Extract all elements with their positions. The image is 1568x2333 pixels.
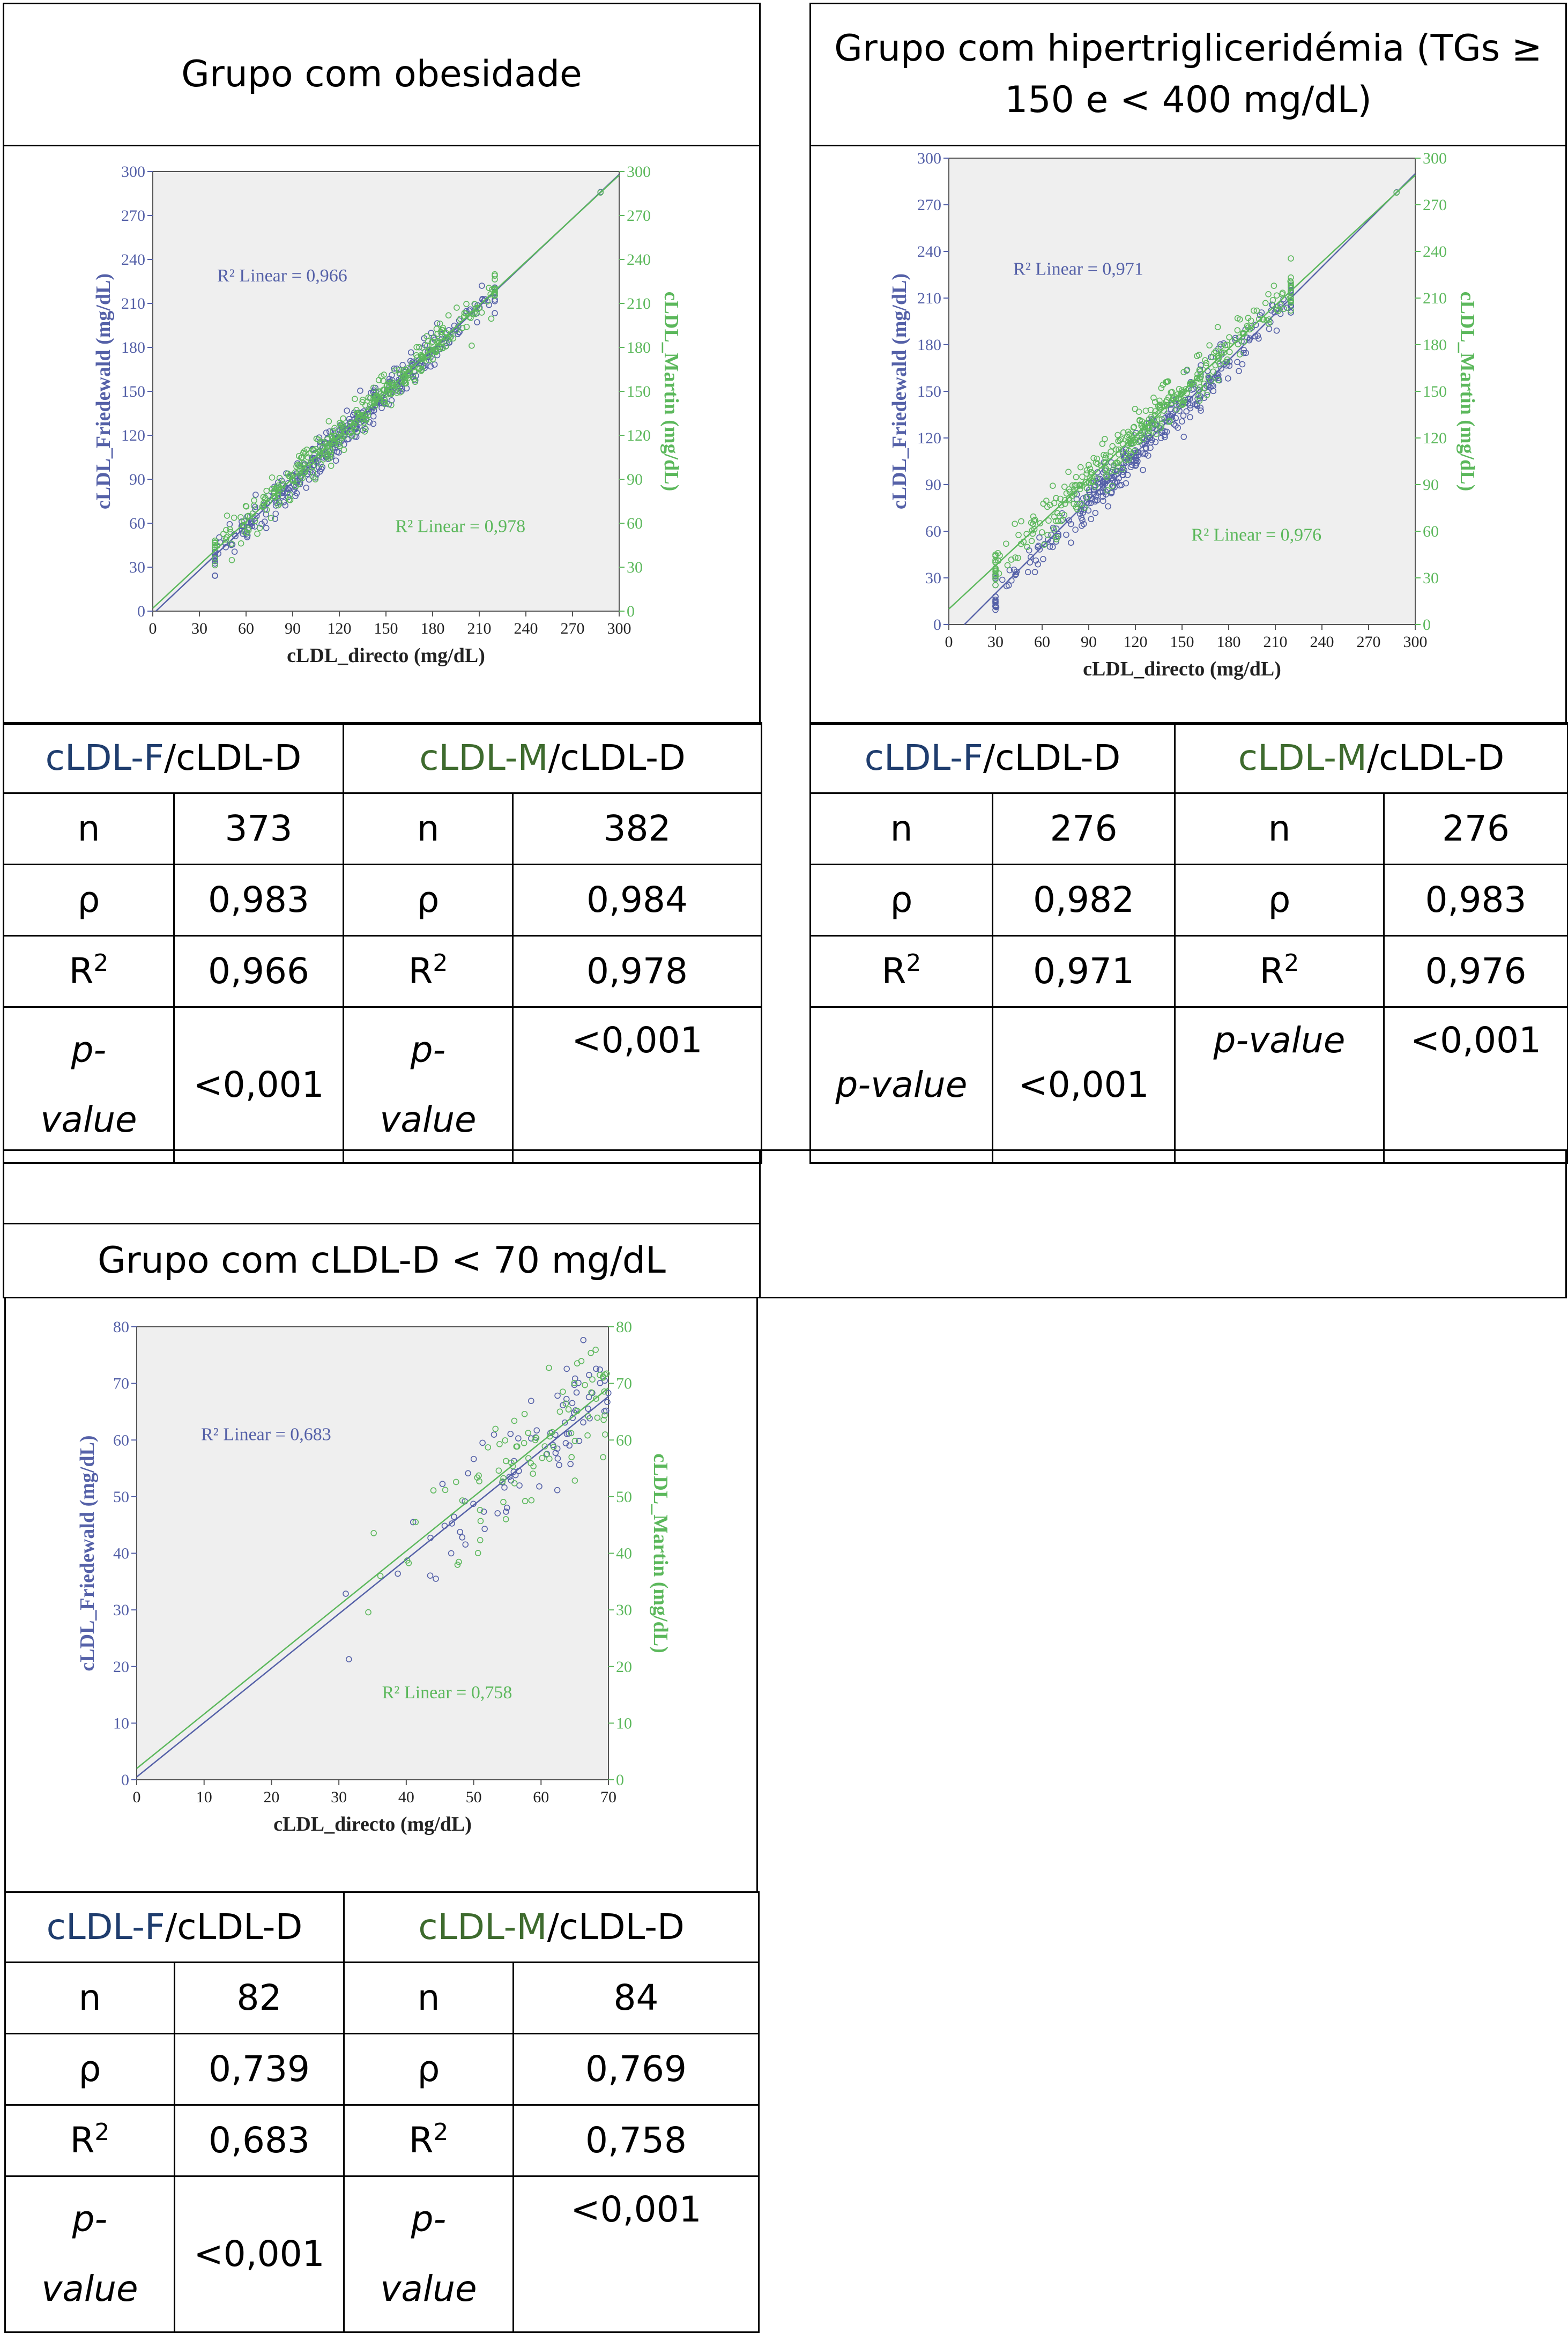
panel3-r2-label-f: $R^2$ (5, 2105, 175, 2176)
panel1-rho-value-f: 0,983 (174, 865, 344, 936)
y-right-tick-label: 270 (627, 207, 651, 225)
y-left-tick-label: 70 (113, 1374, 129, 1393)
panel3-n-value-f: 82 (175, 1963, 344, 2034)
panel3-pvalue-value-f: <0,001 (175, 2176, 344, 2332)
panel1-stats-table (3, 722, 762, 1164)
panel3-header-f: cLDL-F/cLDL-D (5, 1892, 344, 1963)
r2-annotation-friedewald: R² Linear = 0,971 (1013, 259, 1143, 279)
y-right-tick-label: 30 (1423, 569, 1439, 587)
y-left-axis-label: cLDL_Friedewald (mg/dL) (92, 273, 115, 510)
y-left-tick-label: 180 (121, 339, 145, 356)
y-right-tick-label: 30 (627, 559, 643, 576)
y-left-tick-label: 180 (917, 336, 941, 354)
y-right-tick-label: 180 (627, 339, 651, 356)
x-tick-label: 0 (132, 1788, 141, 1806)
x-tick-label: 20 (263, 1788, 280, 1806)
spacer-cell-right (759, 1149, 1567, 1298)
y-right-tick-label: 150 (1423, 383, 1447, 400)
panel3-r2-label-m: $R^2$ (344, 2105, 514, 2176)
panel2-r2-label-m: $R^2$ (1175, 936, 1384, 1007)
panel2-scatter-plot (879, 147, 1496, 689)
panel1-rho-value-m: 0,984 (513, 865, 762, 936)
x-axis-label: cLDL_directo (mg/dL) (273, 1813, 472, 1836)
y-right-tick-label: 120 (1423, 429, 1447, 447)
y-right-tick-label: 20 (616, 1658, 632, 1676)
panel2-n-label-f: n (811, 793, 993, 865)
y-right-tick-label: 0 (1423, 616, 1431, 634)
x-tick-label: 270 (1356, 633, 1381, 651)
y-right-tick-label: 70 (616, 1374, 632, 1393)
panel2-r2-value-m: 0,976 (1384, 936, 1568, 1007)
panel2-pvalue-label-f: p-value (811, 1007, 993, 1163)
panel2-rho-label-m: ρ (1175, 865, 1384, 936)
y-right-tick-label: 180 (1423, 336, 1447, 354)
x-tick-label: 70 (600, 1788, 616, 1806)
y-left-tick-label: 40 (113, 1544, 129, 1563)
panel2-n-value-f: 276 (993, 793, 1175, 865)
panel2-header-f: cLDL-F/cLDL-D (811, 723, 1175, 793)
y-left-tick-label: 30 (129, 559, 145, 576)
y-left-tick-label: 80 (113, 1318, 129, 1336)
y-right-tick-label: 90 (1423, 476, 1439, 494)
y-left-tick-label: 120 (121, 427, 145, 444)
panel1-r2-value-f: 0,966 (174, 936, 344, 1007)
y-left-tick-label: 240 (121, 251, 145, 269)
panel1-title: Grupo com obesidade (181, 53, 582, 95)
y-right-tick-label: 40 (616, 1544, 632, 1563)
panel1-rho-label-m: ρ (344, 865, 513, 936)
y-left-tick-label: 60 (113, 1431, 129, 1450)
x-tick-label: 240 (1310, 633, 1334, 651)
x-tick-label: 300 (607, 620, 631, 637)
y-right-tick-label: 0 (616, 1771, 624, 1789)
y-left-tick-label: 270 (121, 207, 145, 225)
y-right-tick-label: 300 (1423, 150, 1447, 167)
y-left-tick-label: 60 (129, 515, 145, 532)
x-tick-label: 60 (1034, 633, 1050, 651)
panel1-pvalue-label-f: p- value (4, 1007, 174, 1163)
y-left-tick-label: 90 (925, 476, 941, 494)
y-right-tick-label: 60 (627, 515, 643, 532)
y-left-axis-label: cLDL_Friedewald (mg/dL) (76, 1435, 99, 1671)
panel3-n-label-m: n (344, 1963, 514, 2034)
panel3-header-m: cLDL-M/cLDL-D (344, 1892, 759, 1963)
panel3-pvalue-label-f: p- value (5, 2176, 175, 2332)
y-right-tick-label: 270 (1423, 196, 1447, 214)
panel3-rho-value-f: 0,739 (175, 2034, 344, 2105)
panel3-r2-value-f: 0,683 (175, 2105, 344, 2176)
x-tick-label: 60 (238, 620, 254, 637)
panel2-rho-label-f: ρ (811, 865, 993, 936)
y-left-tick-label: 150 (121, 383, 145, 400)
y-right-axis-label: cLDL_Martin (mg/dL) (660, 291, 682, 492)
y-left-tick-label: 90 (129, 471, 145, 488)
x-tick-label: 30 (331, 1788, 347, 1806)
panel2-n-value-m: 276 (1384, 793, 1568, 865)
panel1-n-label-m: n (344, 793, 513, 865)
panel1-r2-label-m: $R^2$ (344, 936, 513, 1007)
y-left-tick-label: 210 (121, 295, 145, 313)
x-axis-label: cLDL_directo (mg/dL) (287, 644, 485, 667)
r2-annotation-martin: R² Linear = 0,758 (382, 1682, 512, 1703)
x-tick-label: 240 (514, 620, 538, 637)
x-tick-label: 210 (467, 620, 492, 637)
panel3-n-label-f: n (5, 1963, 175, 2034)
y-right-tick-label: 60 (1423, 523, 1439, 540)
r2-annotation-martin: R² Linear = 0,978 (395, 516, 526, 537)
y-right-tick-label: 60 (616, 1431, 632, 1450)
panel1-scatter-plot (83, 150, 683, 681)
panel3-stats-table (4, 1891, 760, 2333)
y-right-tick-label: 300 (627, 163, 651, 181)
x-tick-label: 120 (327, 620, 352, 637)
y-left-tick-label: 150 (917, 383, 941, 400)
y-right-tick-label: 80 (616, 1318, 632, 1336)
y-right-tick-label: 50 (616, 1488, 632, 1506)
x-tick-label: 40 (398, 1788, 414, 1806)
y-left-tick-label: 270 (917, 196, 941, 214)
panel2-title: Grupo com hipertrigliceridémia (TGs ≥ 150 e < 400 mg/dL) (834, 27, 1542, 121)
panel1-header-m: cLDL-M/cLDL-D (344, 723, 762, 793)
y-right-tick-label: 210 (627, 295, 651, 313)
panel1-n-value-f: 373 (174, 793, 344, 865)
y-left-tick-label: 50 (113, 1488, 129, 1506)
y-left-tick-label: 240 (917, 243, 941, 261)
y-left-tick-label: 210 (917, 289, 941, 307)
x-tick-label: 180 (1216, 633, 1241, 651)
panel3-r2-value-m: 0,758 (514, 2105, 759, 2176)
panel3-title: Grupo com cLDL-D < 70 mg/dL (98, 1239, 666, 1282)
y-left-tick-label: 0 (137, 603, 145, 620)
panel1-r2-label-f: $R^2$ (4, 936, 174, 1007)
y-right-tick-label: 90 (627, 471, 643, 488)
x-tick-label: 210 (1263, 633, 1288, 651)
y-left-tick-label: 300 (121, 163, 145, 181)
panel2-r2-label-f: $R^2$ (811, 936, 993, 1007)
panel3-rho-label-m: ρ (344, 2034, 514, 2105)
y-left-tick-label: 0 (121, 1771, 129, 1789)
x-tick-label: 0 (945, 633, 953, 651)
y-left-tick-label: 300 (917, 150, 941, 167)
panel3-n-value-m: 84 (514, 1963, 759, 2034)
panel2-r2-value-f: 0,971 (993, 936, 1175, 1007)
x-tick-label: 30 (191, 620, 207, 637)
panel3-rho-label-f: ρ (5, 2034, 175, 2105)
y-right-tick-label: 240 (627, 251, 651, 269)
r2-annotation-martin: R² Linear = 0,976 (1191, 525, 1322, 545)
y-right-tick-label: 0 (627, 603, 635, 620)
panel1-rho-label-f: ρ (4, 865, 174, 936)
x-tick-label: 300 (1403, 633, 1428, 651)
panel3-chart-svg (72, 1308, 689, 1849)
x-tick-label: 0 (148, 620, 157, 637)
y-left-tick-label: 60 (925, 523, 941, 540)
y-right-tick-label: 10 (616, 1714, 632, 1733)
panel2-pvalue-value-m: <0,001 (1384, 1007, 1568, 1163)
y-left-tick-label: 0 (933, 616, 941, 634)
panel2-header-m: cLDL-M/cLDL-D (1175, 723, 1568, 793)
x-tick-label: 50 (465, 1788, 482, 1806)
panel2-stats-table (809, 722, 1568, 1164)
panel2-pvalue-value-f: <0,001 (993, 1007, 1175, 1163)
r2-annotation-friedewald: R² Linear = 0,683 (201, 1424, 331, 1445)
x-tick-label: 90 (285, 620, 301, 637)
panel3-pvalue-label-m: p- value (344, 2176, 514, 2332)
x-tick-label: 270 (560, 620, 585, 637)
x-tick-label: 120 (1123, 633, 1148, 651)
panel3-pvalue-value-m: <0,001 (514, 2176, 759, 2332)
panel2-chart-svg (879, 147, 1496, 689)
panel1-chart-svg (83, 150, 683, 681)
y-right-tick-label: 210 (1423, 289, 1447, 307)
y-right-tick-label: 120 (627, 427, 651, 444)
panel1-pvalue-value-f: <0,001 (174, 1007, 344, 1163)
panel1-pvalue-label-m: p- value (344, 1007, 513, 1163)
panel3-scatter-plot (72, 1308, 689, 1849)
y-right-tick-label: 30 (616, 1601, 632, 1619)
y-right-axis-label: cLDL_Martin (mg/dL) (1456, 291, 1478, 492)
panel2-pvalue-label-m: p-value (1175, 1007, 1384, 1163)
x-tick-label: 60 (533, 1788, 549, 1806)
spacer-cell-left (3, 1149, 761, 1224)
y-left-tick-label: 30 (113, 1601, 129, 1619)
x-tick-label: 150 (1170, 633, 1194, 651)
y-right-tick-label: 150 (627, 383, 651, 400)
panel2-n-label-m: n (1175, 793, 1384, 865)
r2-annotation-friedewald: R² Linear = 0,966 (217, 266, 347, 286)
y-right-tick-label: 240 (1423, 243, 1447, 261)
x-tick-label: 10 (196, 1788, 212, 1806)
panel3-rho-value-m: 0,769 (514, 2034, 759, 2105)
x-tick-label: 180 (420, 620, 445, 637)
y-left-tick-label: 20 (113, 1658, 129, 1676)
y-right-axis-label: cLDL_Martin (mg/dL) (649, 1453, 672, 1653)
y-left-tick-label: 120 (917, 429, 941, 447)
panel2-rho-value-m: 0,983 (1384, 865, 1568, 936)
panel1-header-f: cLDL-F/cLDL-D (4, 723, 344, 793)
x-axis-label: cLDL_directo (mg/dL) (1083, 658, 1281, 680)
y-left-tick-label: 30 (925, 569, 941, 587)
panel1-n-label-f: n (4, 793, 174, 865)
panel1-pvalue-value-m: <0,001 (513, 1007, 762, 1163)
panel1-r2-value-m: 0,978 (513, 936, 762, 1007)
panel1-n-value-m: 382 (513, 793, 762, 865)
x-tick-label: 90 (1081, 633, 1097, 651)
x-tick-label: 150 (374, 620, 398, 637)
y-left-axis-label: cLDL_Friedewald (mg/dL) (888, 273, 911, 510)
y-left-tick-label: 10 (113, 1714, 129, 1733)
x-tick-label: 30 (987, 633, 1004, 651)
panel2-rho-value-f: 0,982 (993, 865, 1175, 936)
